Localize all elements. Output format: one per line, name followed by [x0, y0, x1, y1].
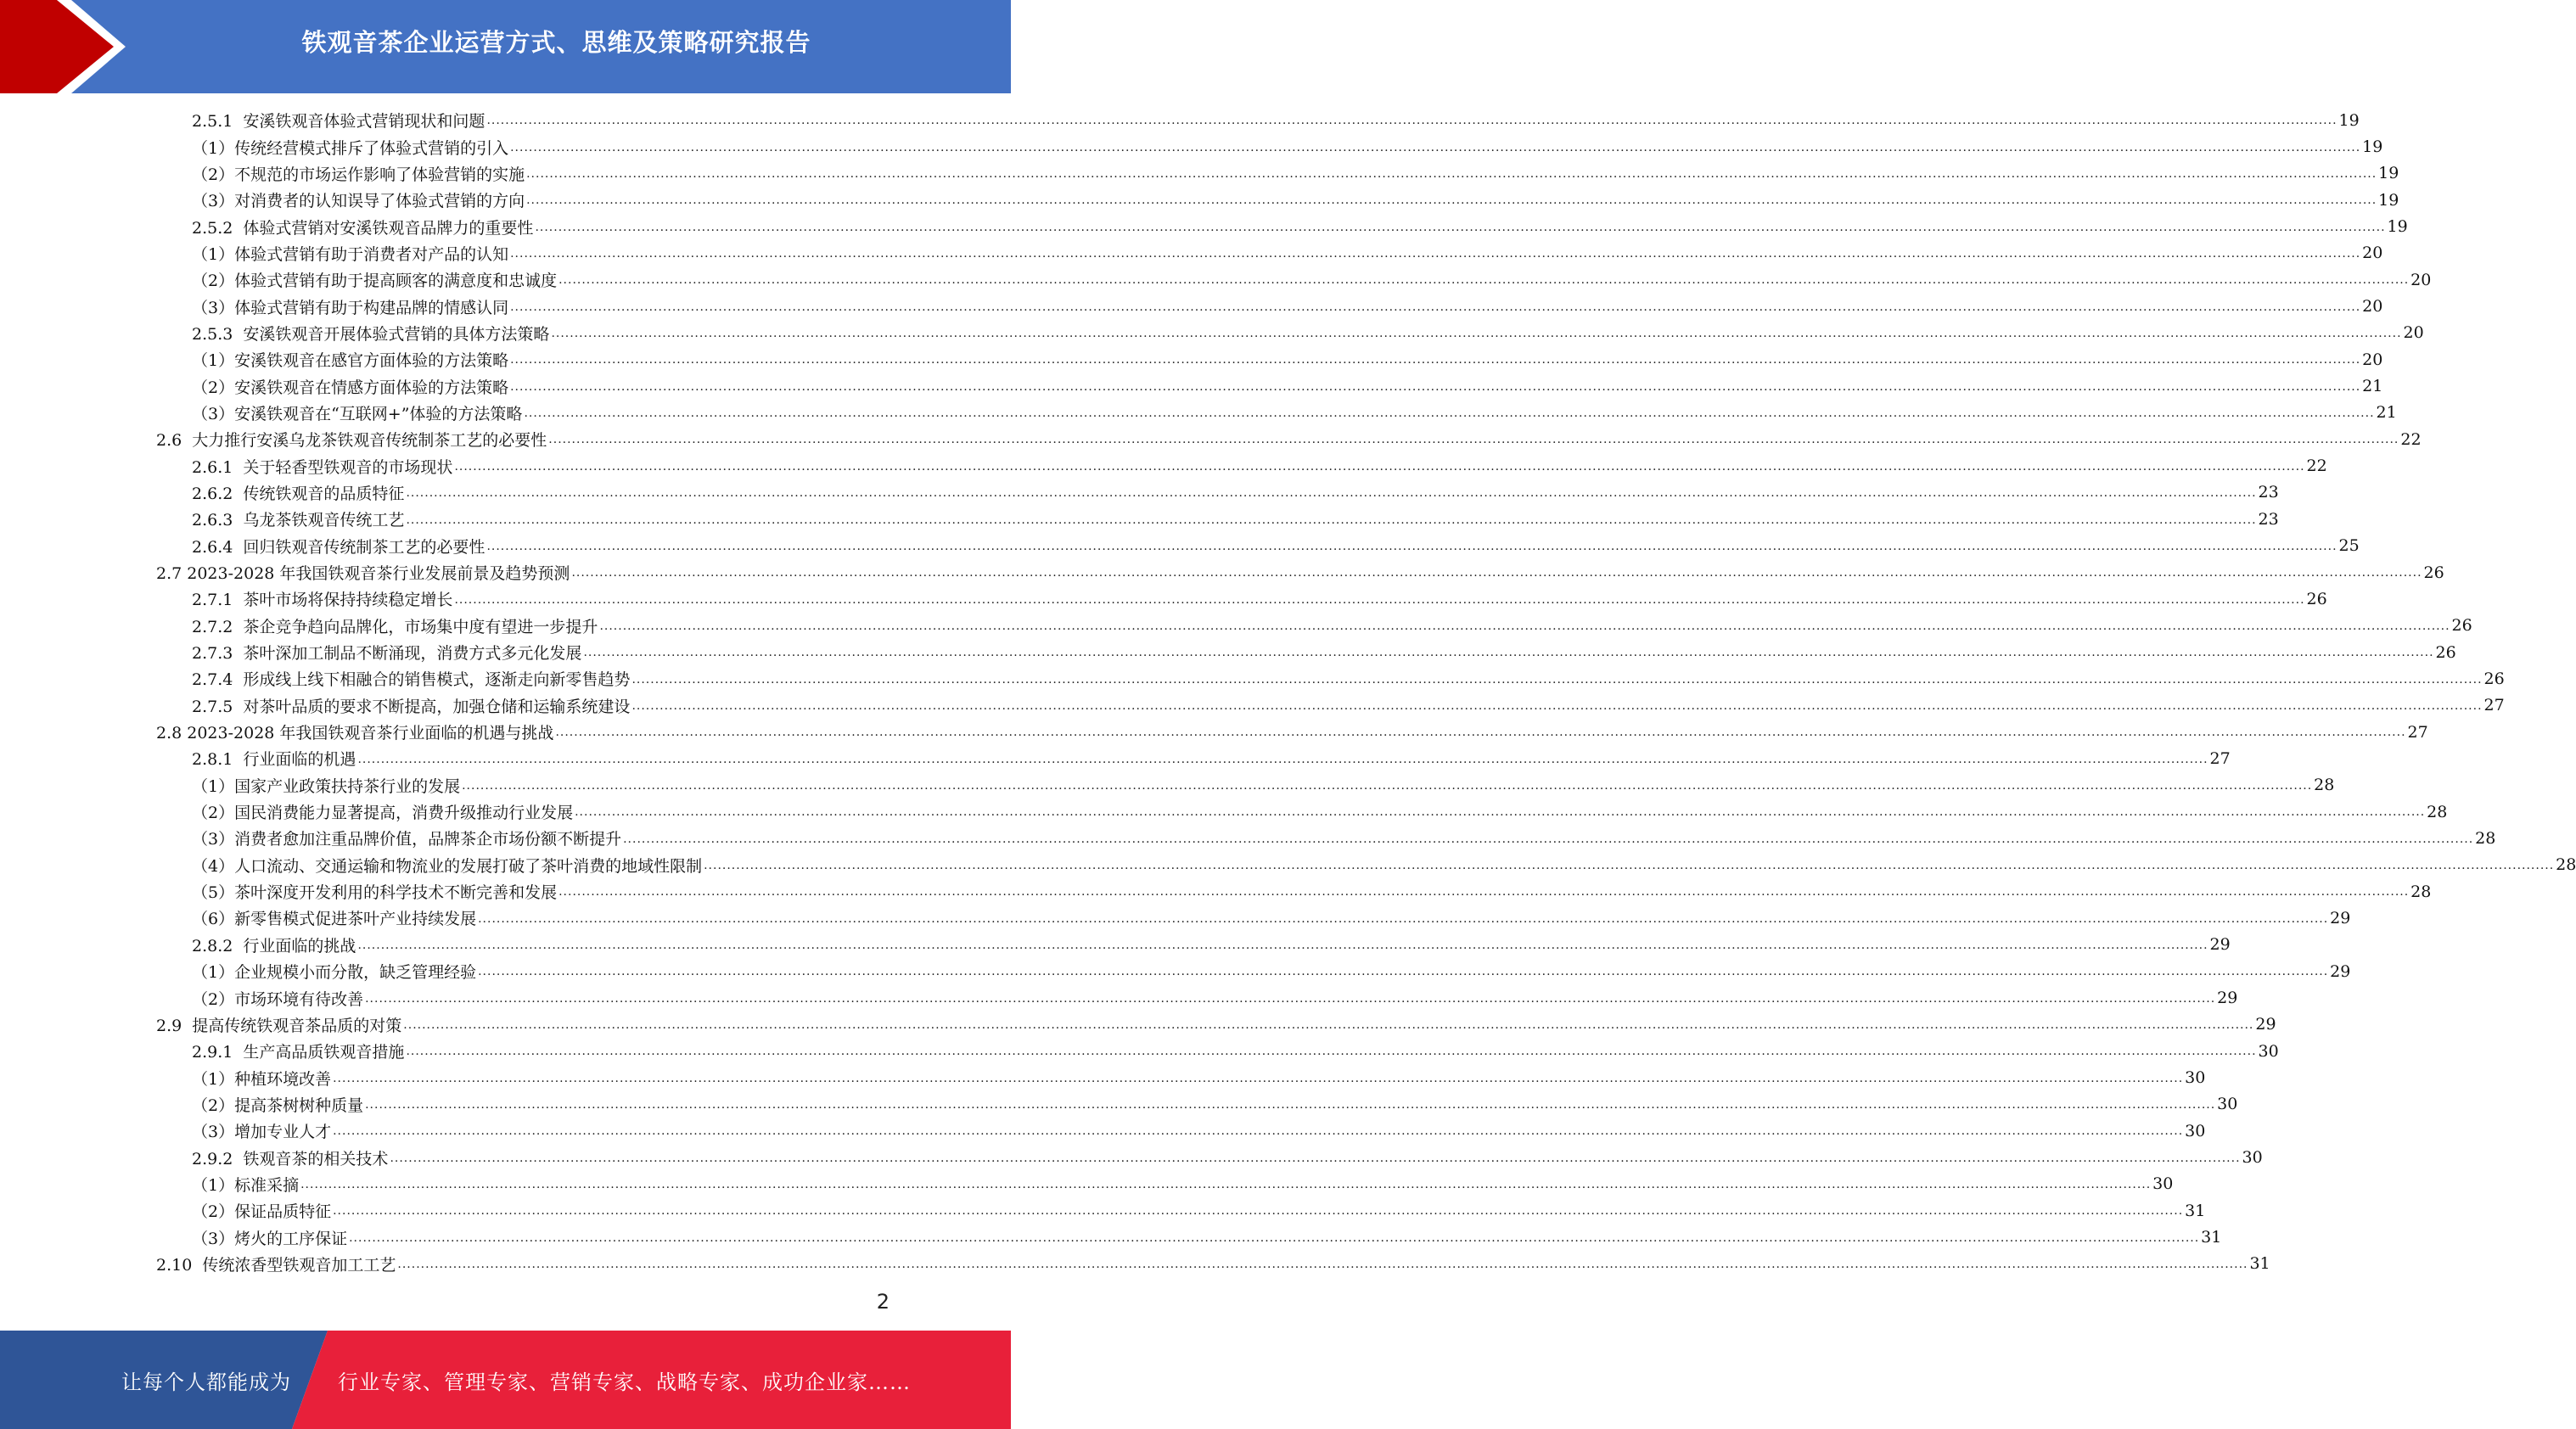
- toc-entry-page: 19: [2362, 137, 2383, 157]
- toc-leader-dots: ................................................................................................................................................................................................................................................................................................................................................................................................................: [583, 646, 2434, 660]
- toc-entry-label: 2.9 提高传统铁观音茶品质的对策: [156, 1016, 402, 1035]
- toc-entry-page: 20: [2403, 323, 2424, 343]
- toc-entry[interactable]: [0, 984, 2238, 1011]
- toc-entry[interactable]: [0, 240, 2383, 266]
- toc-entry-page: 28: [2410, 882, 2432, 901]
- toc-leader-dots: ................................................................................................................................................................................................................................................................................................................................................................................................................: [486, 539, 2337, 553]
- toc-entry[interactable]: [0, 400, 2397, 426]
- toc-leader-dots: ................................................................................................................................................................................................................................................................................................................................................................................................................: [551, 327, 2402, 341]
- toc-entry-page: 30: [2152, 1174, 2174, 1194]
- toc-entry[interactable]: [0, 825, 2496, 851]
- toc-leader-dots: ................................................................................................................................................................................................................................................................................................................................................................................................................: [623, 832, 2474, 846]
- toc-entry-label: 2.7.3 茶叶深加工制品不断涌现，消费方式多元化发展: [192, 644, 582, 664]
- toc-entry-page: 20: [2410, 270, 2432, 289]
- toc-entry-label: （1）安溪铁观音在感官方面体验的方法策略: [192, 351, 509, 371]
- toc-entry-label: 2.6 大力推行安溪乌龙茶铁观音传统制茶工艺的必要性: [156, 431, 547, 451]
- toc-entry-page: 19: [2338, 110, 2360, 130]
- toc-leader-dots: ................................................................................................................................................................................................................................................................................................................................................................................................................: [406, 486, 2257, 501]
- toc-leader-dots: ................................................................................................................................................................................................................................................................................................................................................................................................................: [403, 1018, 2254, 1033]
- toc-entry-label: （2）不规范的市场运作影响了体验营销的实施: [192, 165, 525, 184]
- toc-entry[interactable]: [0, 452, 2327, 479]
- toc-entry-page: 26: [2423, 563, 2444, 582]
- toc-entry[interactable]: [0, 187, 2399, 213]
- toc-entry[interactable]: [0, 1251, 2270, 1277]
- toc-entry-page: 30: [2217, 1095, 2238, 1114]
- toc-leader-dots: ................................................................................................................................................................................................................................................................................................................................................................................................................: [357, 752, 2208, 766]
- toc-entry-page: 28: [2314, 776, 2335, 795]
- toc-leader-dots: ................................................................................................................................................................................................................................................................................................................................................................................................................: [575, 805, 2426, 820]
- toc-entry-label: 2.9.2 铁观音茶的相关技术: [192, 1149, 389, 1168]
- toc-entry[interactable]: [0, 266, 2432, 293]
- toc-entry[interactable]: [0, 506, 2279, 532]
- toc-entry[interactable]: [0, 1224, 2222, 1250]
- toc-leader-dots: ................................................................................................................................................................................................................................................................................................................................................................................................................: [510, 247, 2361, 261]
- toc-entry-label: 2.5.3 安溪铁观音开展体验式营销的具体方法策略: [192, 324, 550, 344]
- toc-leader-dots: ................................................................................................................................................................................................................................................................................................................................................................................................................: [526, 167, 2377, 182]
- toc-entry-label: （4）人口流动、交通运输和物流业的发展打破了茶叶消费的地域性限制: [192, 856, 703, 876]
- header-title: 铁观音茶企业运营方式、思维及策略研究报告: [301, 28, 811, 57]
- toc-entry[interactable]: [0, 320, 2424, 346]
- toc-leader-dots: ................................................................................................................................................................................................................................................................................................................................................................................................................: [333, 1204, 2184, 1219]
- toc-leader-dots: ................................................................................................................................................................................................................................................................................................................................................................................................................: [510, 379, 2361, 394]
- toc-entry[interactable]: [0, 745, 2231, 771]
- toc-entry-page: 31: [2185, 1201, 2206, 1220]
- toc-entry[interactable]: [0, 719, 2428, 745]
- toc-entry[interactable]: [0, 160, 2399, 187]
- toc-entry[interactable]: [0, 586, 2327, 612]
- toc-entry-label: 2.8.1 行业面临的机遇: [192, 750, 356, 770]
- toc-entry-label: 2.6.1 关于轻香型铁观音的市场现状: [192, 457, 453, 477]
- toc-entry-page: 20: [2362, 244, 2383, 263]
- toc-entry-page: 26: [2435, 642, 2456, 662]
- toc-entry-page: 20: [2362, 350, 2383, 369]
- toc-leader-dots: ................................................................................................................................................................................................................................................................................................................................................................................................................: [406, 1045, 2257, 1059]
- toc-leader-dots: ................................................................................................................................................................................................................................................................................................................................................................................................................: [365, 1098, 2216, 1112]
- toc-entry-page: 28: [2556, 855, 2576, 875]
- toc-leader-dots: ................................................................................................................................................................................................................................................................................................................................................................................................................: [535, 220, 2386, 234]
- toc-leader-dots: ................................................................................................................................................................................................................................................................................................................................................................................................................: [365, 991, 2216, 1006]
- toc-entry-page: 30: [2242, 1148, 2263, 1168]
- toc-entry-page: 23: [2258, 509, 2279, 529]
- toc-entry-page: 27: [2407, 722, 2428, 742]
- toc-entry[interactable]: [0, 559, 2444, 586]
- toc-leader-dots: ................................................................................................................................................................................................................................................................................................................................................................................................................: [599, 619, 2450, 633]
- toc-entry-page: 21: [2376, 403, 2397, 423]
- toc-entry[interactable]: [0, 932, 2231, 958]
- toc-entry[interactable]: [0, 905, 2351, 931]
- toc-entry-page: 20: [2362, 297, 2383, 317]
- toc-entry-page: 31: [2249, 1254, 2270, 1274]
- toc-entry-label: （3）烤火的工序保证: [192, 1229, 348, 1248]
- toc-entry[interactable]: [0, 958, 2351, 984]
- toc-leader-dots: ................................................................................................................................................................................................................................................................................................................................................................................................................: [406, 513, 2257, 527]
- toc-leader-dots: ................................................................................................................................................................................................................................................................................................................................................................................................................: [558, 885, 2410, 899]
- toc-leader-dots: ................................................................................................................................................................................................................................................................................................................................................................................................................: [555, 726, 2406, 740]
- toc-entry[interactable]: [0, 293, 2383, 319]
- toc-leader-dots: ................................................................................................................................................................................................................................................................................................................................................................................................................: [478, 965, 2329, 979]
- toc-entry-label: （3）安溪铁观音在“互联网+”体验的方法策略: [192, 404, 523, 423]
- toc-leader-dots: ................................................................................................................................................................................................................................................................................................................................................................................................................: [349, 1230, 2200, 1245]
- toc-leader-dots: ................................................................................................................................................................................................................................................................................................................................................................................................................: [397, 1258, 2248, 1272]
- toc-entry[interactable]: [0, 639, 2456, 665]
- toc-entry-page: 19: [2378, 164, 2399, 183]
- toc-entry-page: 26: [2451, 616, 2472, 636]
- toc-leader-dots: ................................................................................................................................................................................................................................................................................................................................................................................................................: [478, 911, 2329, 926]
- footer-slogan-left: 让每个人都能成为: [121, 1370, 291, 1394]
- toc-entry-page: 27: [2483, 696, 2505, 715]
- toc-entry-label: （1）传统经营模式排斥了体验式营销的引入: [192, 138, 509, 158]
- toc-entry-label: 2.7.1 茶叶市场将保持持续稳定增长: [192, 591, 453, 610]
- toc-leader-dots: ................................................................................................................................................................................................................................................................................................................................................................................................................: [526, 193, 2377, 208]
- toc-leader-dots: ................................................................................................................................................................................................................................................................................................................................................................................................................: [357, 939, 2208, 952]
- toc-leader-dots: ................................................................................................................................................................................................................................................................................................................................................................................................................: [300, 1178, 2152, 1192]
- toc-entry-label: 2.6.4 回归铁观音传统制茶工艺的必要性: [192, 537, 485, 557]
- toc-entry[interactable]: [0, 772, 2335, 799]
- toc-entry[interactable]: [0, 1171, 2174, 1197]
- toc-entry[interactable]: [0, 213, 2408, 239]
- toc-leader-dots: ................................................................................................................................................................................................................................................................................................................................................................................................................: [704, 858, 2555, 872]
- toc-entry[interactable]: [0, 1038, 2279, 1064]
- toc-entry-label: 2.7.5 对茶叶品质的要求不断提高，加强仓储和运输系统建设: [192, 697, 631, 716]
- toc-leader-dots: ................................................................................................................................................................................................................................................................................................................................................................................................................: [631, 698, 2483, 713]
- toc-entry[interactable]: [0, 1012, 2276, 1038]
- page-footer: [0, 1331, 1011, 1429]
- toc-entry[interactable]: [0, 107, 2360, 133]
- toc-entry-label: （1）国家产业政策扶持茶行业的发展: [192, 776, 461, 796]
- toc-entry-label: 2.10 传统浓香型铁观音加工工艺: [156, 1255, 396, 1275]
- toc-entry-page: 31: [2201, 1228, 2222, 1247]
- page-number: 2: [876, 1290, 890, 1314]
- toc-entry[interactable]: [0, 1144, 2263, 1170]
- toc-entry-page: 26: [2483, 669, 2505, 688]
- toc-entry-label: 2.6.2 传统铁观音的品质特征: [192, 484, 405, 503]
- toc-entry-label: 2.9.1 生产高品质铁观音措施: [192, 1043, 405, 1062]
- toc-entry-page: 27: [2209, 748, 2231, 768]
- toc-entry-page: 26: [2306, 589, 2327, 608]
- toc-leader-dots: ................................................................................................................................................................................................................................................................................................................................................................................................................: [524, 406, 2375, 421]
- toc-entry-label: （2）安溪铁观音在情感方面体验的方法策略: [192, 378, 509, 397]
- toc-entry[interactable]: [0, 692, 2505, 719]
- toc-leader-dots: ................................................................................................................................................................................................................................................................................................................................................................................................................: [454, 592, 2305, 607]
- toc-entry-label: （2）提高茶树树种质量: [192, 1096, 364, 1115]
- toc-entry[interactable]: [0, 373, 2383, 399]
- toc-entry-page: 29: [2209, 935, 2231, 955]
- toc-leader-dots: ................................................................................................................................................................................................................................................................................................................................................................................................................: [510, 140, 2361, 154]
- toc-entry-label: （3）体验式营销有助于构建品牌的情感认同: [192, 298, 509, 317]
- toc-entry[interactable]: [0, 426, 2422, 452]
- toc-leader-dots: ................................................................................................................................................................................................................................................................................................................................................................................................................: [333, 1124, 2184, 1139]
- toc-entry-label: （2）市场环境有待改善: [192, 989, 364, 1009]
- toc-entry-label: 2.8 2023-2028 年我国铁观音茶行业面临的机遇与挑战: [156, 724, 554, 743]
- toc-entry-page: 29: [2330, 908, 2351, 927]
- toc-leader-dots: ................................................................................................................................................................................................................................................................................................................................................................................................................: [548, 433, 2399, 447]
- toc-entry-page: 28: [2427, 802, 2448, 821]
- toc-leader-dots: ................................................................................................................................................................................................................................................................................................................................................................................................................: [462, 778, 2313, 793]
- toc-entry-label: 2.5.1 安溪铁观音体验式营销现状和问题: [192, 112, 485, 132]
- toc-leader-dots: ................................................................................................................................................................................................................................................................................................................................................................................................................: [510, 353, 2361, 367]
- toc-entry-page: 30: [2258, 1041, 2279, 1061]
- toc-entry-page: 22: [2306, 457, 2327, 476]
- toc-entry-label: （1）种植环境改善: [192, 1069, 332, 1089]
- toc-entry[interactable]: [0, 1197, 2206, 1224]
- toc-leader-dots: ................................................................................................................................................................................................................................................................................................................................................................................................................: [631, 672, 2483, 686]
- toc-entry-page: 30: [2185, 1121, 2206, 1140]
- toc-entry[interactable]: [0, 346, 2383, 373]
- toc-entry-page: 28: [2475, 828, 2496, 848]
- toc-entry-label: 2.7 2023-2028 年我国铁观音茶行业发展前景及趋势预测: [156, 564, 570, 584]
- toc-entry[interactable]: [0, 852, 2576, 878]
- toc-entry-label: （1）企业规模小而分散，缺乏管理经验: [192, 963, 477, 983]
- toc-entry-label: （5）茶叶深度开发利用的科学技术不断完善和发展: [192, 883, 558, 903]
- toc-entry[interactable]: [0, 533, 2360, 559]
- toc-entry[interactable]: [0, 799, 2448, 825]
- toc-entry[interactable]: [0, 665, 2505, 692]
- toc-leader-dots: ................................................................................................................................................................................................................................................................................................................................................................................................................: [454, 459, 2305, 474]
- toc-entry-page: 23: [2258, 483, 2279, 502]
- toc-entry[interactable]: [0, 479, 2279, 506]
- toc-entry-label: （6）新零售模式促进茶叶产业持续发展: [192, 910, 477, 929]
- toc-leader-dots: ................................................................................................................................................................................................................................................................................................................................................................................................................: [390, 1151, 2241, 1165]
- toc-entry-label: 2.5.2 体验式营销对安溪铁观音品牌力的重要性: [192, 218, 534, 238]
- toc-entry-page: 21: [2362, 377, 2383, 396]
- toc-entry-label: （2）体验式营销有助于提高顾客的满意度和忠诚度: [192, 272, 558, 291]
- toc-entry-label: （2）国民消费能力显著提高，消费升级推动行业发展: [192, 804, 574, 823]
- toc-entry-page: 29: [2217, 989, 2238, 1008]
- toc-entry-page: 25: [2338, 536, 2360, 556]
- toc-entry-label: 2.7.4 形成线上线下相融合的销售模式，逐渐走向新零售趋势: [192, 670, 631, 690]
- toc-entry[interactable]: [0, 878, 2432, 905]
- toc-entry-page: 22: [2400, 429, 2422, 449]
- toc-entry-label: （3）消费者愈加注重品牌价值，品牌茶企市场份额不断提升: [192, 830, 622, 849]
- footer-slogan-right: 行业专家、管理专家、营销专家、战略专家、成功企业家……: [338, 1370, 911, 1394]
- table-of-contents: [0, 107, 2576, 1277]
- toc-entry-label: （1）标准采摘: [192, 1175, 300, 1195]
- toc-leader-dots: ................................................................................................................................................................................................................................................................................................................................................................................................................: [571, 566, 2422, 580]
- toc-entry-page: 19: [2387, 217, 2408, 237]
- toc-entry-page: 29: [2330, 961, 2351, 981]
- page-header: [0, 0, 1011, 93]
- toc-entry[interactable]: [0, 133, 2383, 160]
- toc-entry[interactable]: [0, 1064, 2206, 1090]
- toc-entry[interactable]: [0, 613, 2472, 639]
- toc-leader-dots: ................................................................................................................................................................................................................................................................................................................................................................................................................: [510, 300, 2361, 314]
- toc-leader-dots: ................................................................................................................................................................................................................................................................................................................................................................................................................: [333, 1071, 2184, 1085]
- toc-entry[interactable]: [0, 1091, 2238, 1118]
- toc-entry-label: （1）体验式营销有助于消费者对产品的认知: [192, 244, 509, 264]
- toc-entry-label: 2.6.3 乌龙茶铁观音传统工艺: [192, 511, 405, 530]
- toc-entry-label: （3）增加专业人才: [192, 1123, 332, 1142]
- toc-entry-label: （3）对消费者的认知误导了体验式营销的方向: [192, 192, 525, 211]
- toc-entry-label: 2.8.2 行业面临的挑战: [192, 936, 356, 955]
- toc-entry-page: 29: [2255, 1015, 2276, 1034]
- toc-entry-label: （2）保证品质特征: [192, 1202, 332, 1222]
- toc-entry[interactable]: [0, 1118, 2206, 1144]
- toc-leader-dots: ................................................................................................................................................................................................................................................................................................................................................................................................................: [558, 273, 2410, 288]
- toc-leader-dots: ................................................................................................................................................................................................................................................................................................................................................................................................................: [486, 114, 2337, 128]
- toc-entry-label: 2.7.2 茶企竞争趋向品牌化，市场集中度有望进一步提升: [192, 617, 598, 636]
- toc-entry-page: 19: [2378, 190, 2399, 210]
- toc-entry-page: 30: [2185, 1068, 2206, 1088]
